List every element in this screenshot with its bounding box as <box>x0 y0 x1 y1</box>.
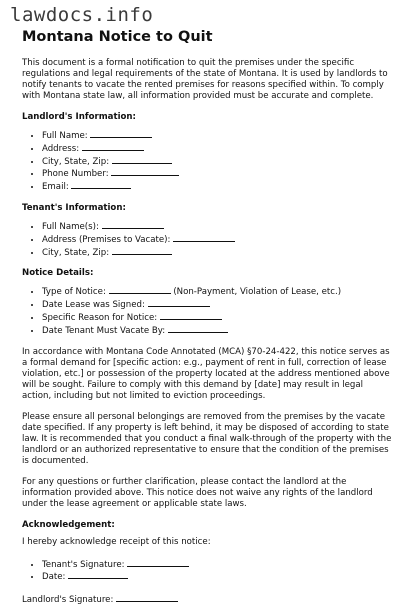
fill-blank[interactable] <box>82 142 144 151</box>
list-item: • Date Lease was Signed: <box>42 298 394 311</box>
list-item: • Specific Reason for Notice: <box>42 311 394 324</box>
acknowledgement-text: I hereby acknowledge receipt of this notice: <box>22 536 211 547</box>
list-item: • Type of Notice: (Non-Payment, Violation of Lease, etc.) <box>42 285 394 298</box>
list-item: • Email: <box>42 180 394 193</box>
list-item: • Full Name: <box>42 129 394 142</box>
fill-blank[interactable] <box>111 167 179 176</box>
landlord-heading: Landlord's Information: <box>22 112 136 122</box>
tenant-list <box>22 220 394 258</box>
paragraph-legal: In accordance with Montana Code Annotated (MCA) §70-24-422, this notice serves as a formal demand for [specific action: e.g., payment of rent in full, correction of lease violation, etc.] or possession of the property located at the address mentioned above will be sought. Failure to comply with this demand by [date] may result in legal action, including but not limited to eviction proceedings. <box>22 346 390 401</box>
tenant-heading: Tenant's Information: <box>22 202 126 213</box>
fill-blank[interactable] <box>90 129 152 138</box>
fill-blank[interactable] <box>112 155 172 164</box>
fill-blank[interactable] <box>160 311 222 320</box>
landlord-signature-line: Landlord's Signature: <box>22 593 394 606</box>
list-item: • Phone Number: <box>42 167 394 180</box>
notice-heading: Notice Details: <box>22 268 94 279</box>
fill-blank[interactable] <box>109 285 171 294</box>
fill-blank[interactable] <box>112 246 172 255</box>
list-item: • Address (Premises to Vacate): <box>42 233 394 246</box>
list-item: • City, State, Zip: <box>42 155 394 168</box>
signature-blank[interactable] <box>116 593 178 602</box>
page-title: Montana Notice to Quit <box>22 29 213 45</box>
fill-blank[interactable] <box>148 298 210 307</box>
intro-paragraph: This document is a formal notification to quit the premises under the specific regulations and legal requirements of the state of Montana. It is used by landlords to notify tenants to vacate the rented premises for reasons specified within. To comply with Montana state law, all information provided must be accurate and complete. <box>22 58 388 101</box>
list-item: • Date: <box>42 570 394 583</box>
acknowledgement-list <box>22 558 394 584</box>
notice-list <box>22 285 394 336</box>
fill-blank[interactable] <box>71 180 131 189</box>
acknowledgement-heading: Acknowledgement: <box>22 519 115 530</box>
signature-blank[interactable] <box>127 558 189 567</box>
paragraph-belongings: Please ensure all personal belongings are removed from the premises by the vacate date specified. If any property is left behind, it may be disposed of according to state law. It is recommended that you conduct a final walk-through of the property with the landlord or an authorized representative to ensure that the condition of the premises is documented. <box>22 411 392 466</box>
fill-blank[interactable] <box>168 324 228 333</box>
paragraph-contact: For any questions or further clarification, please contact the landlord at the information provided above. This notice does not waive any rights of the landlord under the lease agreement or applicable state laws. <box>22 476 373 509</box>
fill-blank[interactable] <box>173 233 235 242</box>
list-item: • City, State, Zip: <box>42 246 394 259</box>
list-item: • Full Name(s): <box>42 220 394 233</box>
landlord-list <box>22 129 394 193</box>
fill-blank[interactable] <box>102 220 164 229</box>
watermark: lawdocs.info <box>10 4 154 26</box>
list-item: • Address: <box>42 142 394 155</box>
list-item: • Tenant's Signature: <box>42 558 394 571</box>
date-blank[interactable] <box>68 570 128 579</box>
document-page <box>22 28 394 616</box>
list-item: • Date Tenant Must Vacate By: <box>42 324 394 337</box>
